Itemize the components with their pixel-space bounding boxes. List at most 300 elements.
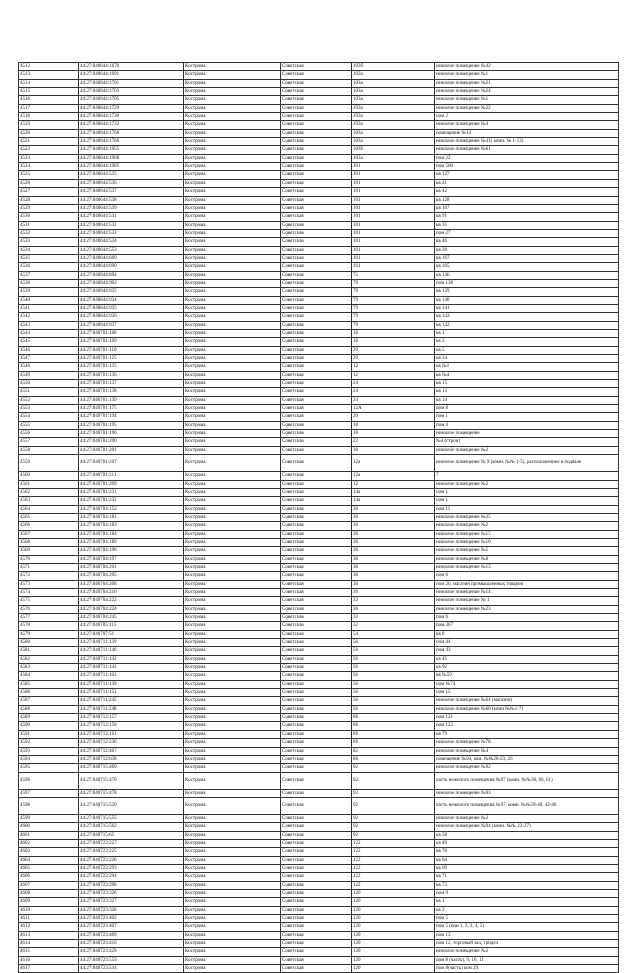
table-row — [19, 839, 619, 847]
street-cell: Советская — [281, 915, 352, 923]
house-number-cell: 24 — [352, 396, 435, 404]
table-row — [19, 288, 619, 296]
cadastral-number-cell: 44:27:040701:194 — [79, 413, 184, 421]
street-cell: Советская — [281, 330, 352, 338]
premises-cell: пом 8(часть) ком 29 — [435, 965, 619, 973]
row-id-cell: 4613 — [19, 931, 79, 939]
premises-cell: кв 13 — [435, 388, 619, 396]
row-id-cell: 4539 — [19, 288, 79, 296]
house-number-cell: 14а — [352, 497, 435, 505]
table-row — [19, 63, 619, 71]
table-row — [19, 597, 619, 605]
street-cell: Советская — [281, 864, 352, 872]
city-cell: Кострома — [184, 797, 281, 814]
street-cell: Советская — [281, 188, 352, 196]
cadastral-number-cell: 44:27:040723:407 — [79, 923, 184, 931]
street-cell: Советская — [281, 246, 352, 254]
house-number-cell: 36 — [352, 588, 435, 596]
row-id-cell: 4576 — [19, 605, 79, 613]
table-row — [19, 680, 619, 688]
table-row — [19, 279, 619, 287]
table-row — [19, 154, 619, 162]
house-number-cell: 86 — [352, 739, 435, 747]
row-id-cell: 4617 — [19, 965, 79, 973]
cadastral-number-cell: 44:27:040723:227 — [79, 839, 184, 847]
cadastral-number-cell: 44:27:040711:149 — [79, 680, 184, 688]
premises-cell: кв 1 — [435, 898, 619, 906]
city-cell: Кострома — [184, 647, 281, 655]
house-number-cell: 79 — [352, 313, 435, 321]
premises-cell: нежилое помещение №2 — [435, 948, 619, 956]
house-number-cell: 36 — [352, 555, 435, 563]
table-row — [19, 614, 619, 622]
cadastral-number-cell: 44:27:040712:467 — [79, 747, 184, 755]
street-cell: Советская — [281, 263, 352, 271]
house-number-cell: 92 — [352, 797, 435, 814]
premises-cell: кв 72 — [435, 881, 619, 889]
city-cell: Кострома — [184, 614, 281, 622]
house-number-cell: 103а — [352, 154, 435, 162]
row-id-cell: 4514 — [19, 79, 79, 87]
cadastral-number-cell: 44:27:040701:138 — [79, 388, 184, 396]
street-cell: Советская — [281, 213, 352, 221]
register-table-body — [19, 63, 619, 973]
row-id-cell: 4527 — [19, 188, 79, 196]
cadastral-number-cell: 44:27:040723:226 — [79, 856, 184, 864]
house-number-cell: 79 — [352, 279, 435, 287]
house-number-cell: 120 — [352, 906, 435, 914]
city-cell: Кострома — [184, 188, 281, 196]
row-id-cell: 4525 — [19, 171, 79, 179]
street-cell: Советская — [281, 530, 352, 538]
cadastral-number-cell: 44:27:040644:539 — [79, 204, 184, 212]
table-row — [19, 229, 619, 237]
table-row — [19, 163, 619, 171]
street-cell: Советская — [281, 313, 352, 321]
street-cell: Советская — [281, 446, 352, 454]
cadastral-number-cell: 44:27:040704:181 — [79, 513, 184, 521]
city-cell: Кострома — [184, 430, 281, 438]
cadastral-number-cell: 44:27:040644:864 — [79, 271, 184, 279]
cadastral-number-cell: 44:27:040644:1955 — [79, 146, 184, 154]
premises-cell: нежилое помещение №5 — [435, 547, 619, 555]
city-cell: Кострома — [184, 889, 281, 897]
city-cell: Кострома — [184, 380, 281, 388]
house-number-cell: 101 — [352, 254, 435, 262]
cadastral-number-cell: 44:27:040644:1703 — [79, 88, 184, 96]
row-id-cell: 4566 — [19, 522, 79, 530]
street-cell: Советская — [281, 388, 352, 396]
premises-cell: пом 2 — [435, 113, 619, 121]
house-number-cell: 92 — [352, 814, 435, 822]
city-cell: Кострома — [184, 697, 281, 705]
row-id-cell: 4544 — [19, 330, 79, 338]
cadastral-number-cell: 44:27:040712:638 — [79, 755, 184, 763]
row-id-cell: 4529 — [19, 204, 79, 212]
table-row — [19, 421, 619, 429]
street-cell: Советская — [281, 79, 352, 87]
premises-cell: пом 1 — [435, 413, 619, 421]
city-cell: Кострома — [184, 263, 281, 271]
premises-cell: нежилое помещение №41( комн. № 1-12) — [435, 138, 619, 146]
city-cell: Кострома — [184, 396, 281, 404]
street-cell: Советская — [281, 371, 352, 379]
table-row — [19, 179, 619, 187]
row-id-cell: 4521 — [19, 138, 79, 146]
street-cell: Советская — [281, 288, 352, 296]
cadastral-number-cell: 44:27:040723:553 — [79, 956, 184, 964]
city-cell: Кострома — [184, 555, 281, 563]
street-cell: Советская — [281, 279, 352, 287]
city-cell: Кострома — [184, 655, 281, 663]
street-cell: Советская — [281, 171, 352, 179]
city-cell: Кострома — [184, 238, 281, 246]
house-number-cell: 86 — [352, 755, 435, 763]
premises-cell: пом 5 — [435, 915, 619, 923]
city-cell: Кострома — [184, 113, 281, 121]
house-number-cell: 86 — [352, 714, 435, 722]
street-cell: Советская — [281, 898, 352, 906]
cadastral-number-cell: 44:27:040712:157 — [79, 714, 184, 722]
street-cell: Советская — [281, 680, 352, 688]
cadastral-number-cell: 44:27:040704:152 — [79, 505, 184, 513]
city-cell: Кострома — [184, 79, 281, 87]
row-id-cell: 4517 — [19, 104, 79, 112]
cadastral-number-cell: 44:27:040723:534 — [79, 965, 184, 973]
house-number-cell: 101 — [352, 204, 435, 212]
premises-cell: кв 143 — [435, 313, 619, 321]
house-number-cell: 82 — [352, 747, 435, 755]
house-number-cell: 18 — [352, 330, 435, 338]
street-cell: Советская — [281, 63, 352, 71]
house-number-cell: 103а — [352, 71, 435, 79]
house-number-cell: 56 — [352, 639, 435, 647]
cadastral-number-cell: 44:27:040644:1705 — [79, 96, 184, 104]
row-id-cell: 4540 — [19, 296, 79, 304]
cadastral-number-cell: 44:27:040701:136 — [79, 371, 184, 379]
street-cell: Советская — [281, 664, 352, 672]
table-row — [19, 296, 619, 304]
city-cell: Кострома — [184, 823, 281, 831]
row-id-cell: 4554 — [19, 413, 79, 421]
city-cell: Кострома — [184, 772, 281, 789]
row-id-cell: 4528 — [19, 196, 79, 204]
cadastral-number-cell: 44:27:040644:532 — [79, 221, 184, 229]
street-cell: Советская — [281, 630, 352, 638]
premises-cell: кв 42 — [435, 188, 619, 196]
table-row — [19, 823, 619, 831]
street-cell: Советская — [281, 755, 352, 763]
row-id-cell: 4602 — [19, 839, 79, 847]
house-number-cell: 101 — [352, 229, 435, 237]
table-row — [19, 79, 619, 87]
street-cell: Советская — [281, 438, 352, 446]
table-row — [19, 797, 619, 814]
register-page — [18, 62, 618, 973]
premises-cell: нежилое помещение №2 — [435, 446, 619, 454]
city-cell: Кострома — [184, 246, 281, 254]
row-id-cell: 4532 — [19, 229, 79, 237]
row-id-cell: 4600 — [19, 823, 79, 831]
premises-cell: нежилое помещение — [435, 430, 619, 438]
row-id-cell: 4579 — [19, 630, 79, 638]
cadastral-number-cell: 44:27:040704:205 — [79, 572, 184, 580]
city-cell: Кострома — [184, 254, 281, 262]
cadastral-number-cell: 44:27:040704:245 — [79, 614, 184, 622]
premises-cell: кв 146 — [435, 271, 619, 279]
table-row — [19, 522, 619, 530]
city-cell: Кострома — [184, 388, 281, 396]
table-row — [19, 689, 619, 697]
row-id-cell: 4567 — [19, 530, 79, 538]
premises-cell: пом 15 — [435, 689, 619, 697]
premises-cell: кв 69 — [435, 864, 619, 872]
house-number-cell: 12А — [352, 405, 435, 413]
city-cell: Кострома — [184, 714, 281, 722]
table-row — [19, 96, 619, 104]
street-cell: Советская — [281, 647, 352, 655]
street-cell: Советская — [281, 672, 352, 680]
row-id-cell: 4592 — [19, 739, 79, 747]
cadastral-number-cell: 44:27:040704:183 — [79, 522, 184, 530]
city-cell: Кострома — [184, 472, 281, 480]
table-row — [19, 655, 619, 663]
row-id-cell: 4601 — [19, 831, 79, 839]
premises-cell: кв 139 — [435, 288, 619, 296]
row-id-cell: 4593 — [19, 747, 79, 755]
house-number-cell: 22 — [352, 438, 435, 446]
row-id-cell: 4538 — [19, 279, 79, 287]
cadastral-number-cell: 44:27:040701:175 — [79, 405, 184, 413]
row-id-cell: 4557 — [19, 438, 79, 446]
house-number-cell: 122 — [352, 864, 435, 872]
city-cell: Кострома — [184, 221, 281, 229]
premises-cell: пом 11 — [435, 505, 619, 513]
house-number-cell: 103а — [352, 138, 435, 146]
street-cell: Советская — [281, 730, 352, 738]
city-cell: Кострома — [184, 705, 281, 713]
premises-cell: пом 1 — [435, 488, 619, 496]
house-number-cell: 92 — [352, 772, 435, 789]
cadastral-number-cell: 44:27:040701:125 — [79, 355, 184, 363]
cadastral-number-cell: 44:27:040711:143 — [79, 664, 184, 672]
street-cell: Советская — [281, 338, 352, 346]
table-row — [19, 881, 619, 889]
street-cell: Советская — [281, 764, 352, 772]
cadastral-number-cell: 44:27:040701:209 — [79, 480, 184, 488]
street-cell: Советская — [281, 129, 352, 137]
cadastral-number-cell: 44:27:040644:1985 — [79, 163, 184, 171]
row-id-cell: 4609 — [19, 898, 79, 906]
premises-cell: нежилое помещение №94 (комн. №№ 23-27) — [435, 823, 619, 831]
cadastral-number-cell: 44:27:040723:402 — [79, 915, 184, 923]
table-row — [19, 580, 619, 588]
city-cell: Кострома — [184, 839, 281, 847]
street-cell: Советская — [281, 204, 352, 212]
premises-cell: нежилое помещение №64 (магазин) — [435, 697, 619, 705]
premises-cell: кв 91 — [435, 213, 619, 221]
city-cell: Кострома — [184, 730, 281, 738]
table-row — [19, 88, 619, 96]
street-cell: Советская — [281, 814, 352, 822]
city-cell: Кострома — [184, 355, 281, 363]
row-id-cell: 4588 — [19, 705, 79, 713]
house-number-cell: 56 — [352, 689, 435, 697]
row-id-cell: 4570 — [19, 555, 79, 563]
row-id-cell: 4614 — [19, 940, 79, 948]
house-number-cell: 12 — [352, 371, 435, 379]
premises-cell: кв 128 — [435, 196, 619, 204]
row-id-cell: 4606 — [19, 873, 79, 881]
premises-cell: кв 45 — [435, 655, 619, 663]
cadastral-number-cell: 44:27:040701:139 — [79, 396, 184, 404]
house-number-cell: 20 — [352, 413, 435, 421]
cadastral-number-cell: 44:27:040644:937 — [79, 321, 184, 329]
street-cell: Советская — [281, 296, 352, 304]
house-number-cell: 101 — [352, 196, 435, 204]
street-cell: Советская — [281, 948, 352, 956]
cadastral-number-cell: 44:27:040644:1766 — [79, 138, 184, 146]
table-row — [19, 113, 619, 121]
house-number-cell: 18 — [352, 421, 435, 429]
row-id-cell: 4578 — [19, 622, 79, 630]
street-cell: Советская — [281, 789, 352, 797]
premises-cell: кв 64 — [435, 856, 619, 864]
cadastral-number-cell: 44:27:040715:470 — [79, 772, 184, 789]
table-row — [19, 547, 619, 555]
row-id-cell: 4599 — [19, 814, 79, 822]
street-cell: Советская — [281, 321, 352, 329]
table-row — [19, 388, 619, 396]
house-number-cell: 18 — [352, 338, 435, 346]
row-id-cell: 4518 — [19, 113, 79, 121]
row-id-cell: 4516 — [19, 96, 79, 104]
row-id-cell: 4555 — [19, 421, 79, 429]
row-id-cell: 4584 — [19, 672, 79, 680]
cadastral-number-cell: 44:27:040701:137 — [79, 380, 184, 388]
house-number-cell: 36 — [352, 522, 435, 530]
table-row — [19, 121, 619, 129]
premises-cell: кв 92 — [435, 664, 619, 672]
city-cell: Кострома — [184, 831, 281, 839]
city-cell: Кострома — [184, 722, 281, 730]
table-row — [19, 630, 619, 638]
table-row — [19, 730, 619, 738]
city-cell: Кострома — [184, 154, 281, 162]
table-row — [19, 906, 619, 914]
city-cell: Кострома — [184, 923, 281, 931]
table-row — [19, 931, 619, 939]
cadastral-number-cell: 44:27:040715:562 — [79, 823, 184, 831]
cadastral-number-cell: 44:27:040705:115 — [79, 622, 184, 630]
city-cell: Кострома — [184, 96, 281, 104]
city-cell: Кострома — [184, 956, 281, 964]
street-cell: Советская — [281, 472, 352, 480]
house-number-cell: 103а — [352, 121, 435, 129]
premises-cell: нежилое помещение №21 — [435, 79, 619, 87]
house-number-cell: 20 — [352, 346, 435, 354]
city-cell: Кострома — [184, 146, 281, 154]
table-row — [19, 889, 619, 897]
cadastral-number-cell: 44:27:040715:469 — [79, 764, 184, 772]
table-row — [19, 472, 619, 480]
street-cell: Советская — [281, 254, 352, 262]
city-cell: Кострома — [184, 513, 281, 521]
city-cell: Кострома — [184, 179, 281, 187]
cadastral-number-cell: 44:27:040723:294 — [79, 873, 184, 881]
cadastral-number-cell: 44:27:040712:161 — [79, 730, 184, 738]
city-cell: Кострома — [184, 363, 281, 371]
cadastral-number-cell: 44:27:040644:1670 — [79, 63, 184, 71]
row-id-cell: 4552 — [19, 396, 79, 404]
street-cell: Советская — [281, 138, 352, 146]
city-cell: Кострома — [184, 814, 281, 822]
house-number-cell: 92 — [352, 764, 435, 772]
city-cell: Кострома — [184, 346, 281, 354]
cadastral-number-cell: 44:27:040723:327 — [79, 898, 184, 906]
house-number-cell: 86 — [352, 730, 435, 738]
table-row — [19, 371, 619, 379]
premises-cell: 7 — [435, 472, 619, 480]
row-id-cell: 4610 — [19, 906, 79, 914]
street-cell: Советская — [281, 513, 352, 521]
premises-cell: кв 105 — [435, 263, 619, 271]
row-id-cell: 4524 — [19, 163, 79, 171]
premises-cell: пом 44 — [435, 639, 619, 647]
cadastral-number-cell: 44:27:040701:201 — [79, 446, 184, 454]
cadastral-number-cell: 44:27:040712:236 — [79, 739, 184, 747]
table-row — [19, 204, 619, 212]
street-cell: Советская — [281, 405, 352, 413]
house-number-cell: 103а — [352, 88, 435, 96]
cadastral-number-cell: 44:27:040644:1732 — [79, 121, 184, 129]
city-cell: Кострома — [184, 338, 281, 346]
row-id-cell: 4568 — [19, 538, 79, 546]
cadastral-number-cell: 44:27:040644:690 — [79, 263, 184, 271]
city-cell: Кострома — [184, 931, 281, 939]
row-id-cell: 4513 — [19, 71, 79, 79]
cadastral-number-cell: 44:27:040644:533 — [79, 229, 184, 237]
city-cell: Кострома — [184, 321, 281, 329]
premises-cell: нежилое помещение №4 — [435, 121, 619, 129]
city-cell: Кострома — [184, 229, 281, 237]
premises-cell: нежилое помещение № 1 — [435, 597, 619, 605]
city-cell: Кострома — [184, 371, 281, 379]
cadastral-number-cell: 44:27:040644:669 — [79, 254, 184, 262]
cadastral-number-cell: 44:27:040723:328 — [79, 906, 184, 914]
premises-cell: кв 1 — [435, 330, 619, 338]
row-id-cell: 4612 — [19, 923, 79, 931]
city-cell: Кострома — [184, 138, 281, 146]
premises-cell: нежилое помещение №4 — [435, 747, 619, 755]
table-row — [19, 956, 619, 964]
premises-cell: нежилое помещение №35 — [435, 513, 619, 521]
house-number-cell: 103а — [352, 104, 435, 112]
row-id-cell: 4608 — [19, 889, 79, 897]
house-number-cell: 79 — [352, 304, 435, 312]
city-cell: Кострома — [184, 304, 281, 312]
street-cell: Советская — [281, 572, 352, 580]
table-row — [19, 263, 619, 271]
row-id-cell: 4595 — [19, 764, 79, 772]
city-cell: Кострома — [184, 104, 281, 112]
street-cell: Советская — [281, 848, 352, 856]
house-number-cell: 36 — [352, 572, 435, 580]
table-row — [19, 873, 619, 881]
street-cell: Советская — [281, 421, 352, 429]
premises-cell: нежилое помещение №61 — [435, 146, 619, 154]
cadastral-number-cell: 44:27:040701:108 — [79, 330, 184, 338]
